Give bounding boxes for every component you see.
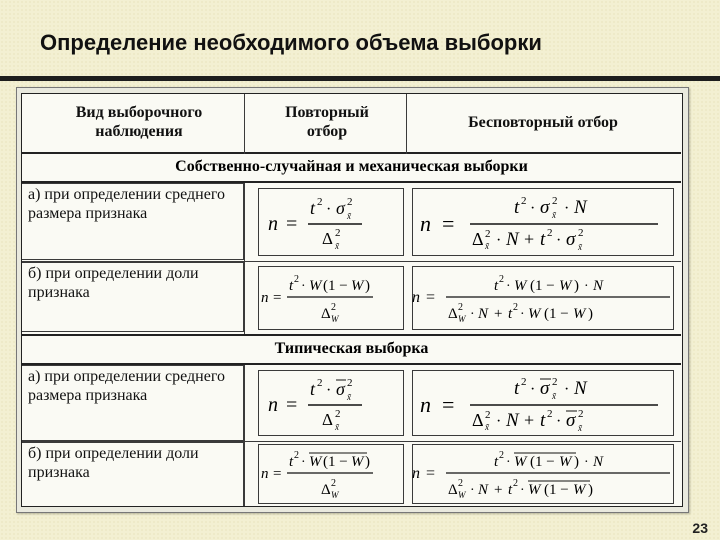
svg-text:·: · [506, 455, 511, 470]
svg-text:2: 2 [578, 227, 584, 239]
svg-text:Δ: Δ [472, 410, 484, 430]
section-typical [22, 336, 681, 362]
svg-text:t: t [514, 378, 520, 399]
svg-text:2: 2 [578, 408, 584, 420]
svg-text:N: N [506, 410, 519, 431]
formula-mean-nonrepeat-2 [412, 370, 674, 436]
svg-text:N: N [593, 454, 604, 470]
formula-mean-nonrepeat-1 [412, 188, 674, 256]
svg-text:W: W [458, 490, 466, 500]
svg-text:·: · [326, 201, 332, 218]
svg-text:t: t [310, 379, 316, 399]
svg-text:σ: σ [336, 379, 345, 399]
svg-text:Δ: Δ [472, 229, 484, 249]
svg-text:·: · [496, 413, 502, 430]
svg-text:W: W [309, 454, 322, 470]
svg-text:2: 2 [513, 478, 518, 489]
svg-text:=: = [273, 466, 282, 482]
title-rule [0, 76, 720, 81]
svg-text:σ: σ [336, 198, 345, 218]
formula-svg [412, 270, 674, 326]
sample-size-table [21, 93, 683, 507]
svg-text:σ: σ [566, 229, 576, 250]
formula-svg [261, 270, 401, 326]
svg-text:(1 −: (1 − [530, 454, 555, 470]
svg-text:=: = [426, 289, 436, 306]
formula-mean-repeat-1 [258, 188, 404, 256]
svg-text:2: 2 [335, 408, 341, 420]
svg-text:2: 2 [317, 377, 323, 389]
formula-svg [418, 374, 668, 432]
formula-svg [266, 375, 396, 431]
page-number: 23 [692, 520, 708, 536]
svg-text:2: 2 [521, 195, 527, 207]
svg-text:W: W [351, 454, 364, 470]
svg-text:2: 2 [499, 450, 504, 461]
row-label-mean-1: а) при определении среднего размера признака [22, 183, 244, 260]
svg-text:W: W [528, 482, 541, 498]
svg-text:n: n [261, 466, 269, 482]
formula-share-repeat-2 [258, 444, 404, 504]
svg-text:2: 2 [552, 376, 558, 388]
svg-text:N: N [574, 197, 587, 218]
svg-text:2: 2 [294, 274, 299, 285]
svg-text:W: W [458, 314, 466, 324]
svg-text:2: 2 [331, 302, 336, 313]
svg-text:2: 2 [547, 408, 553, 420]
svg-text:2: 2 [458, 478, 463, 489]
svg-text:Δ: Δ [322, 229, 333, 248]
svg-text:·: · [584, 279, 589, 294]
svg-text:+: + [494, 482, 503, 498]
svg-text:=: = [426, 465, 436, 482]
svg-text:t: t [540, 410, 546, 431]
svg-text:n: n [420, 211, 431, 236]
svg-text:(1 −: (1 − [323, 454, 348, 470]
section-random-mechanical-title: Собственно-случайная и механическая выборки [175, 158, 528, 175]
svg-text:x̃: x̃ [552, 391, 556, 401]
svg-text:(1 −: (1 − [544, 482, 569, 498]
svg-text:·: · [496, 232, 502, 249]
svg-text:σ: σ [540, 197, 550, 218]
svg-text:2: 2 [485, 409, 491, 421]
svg-text:t: t [310, 198, 316, 218]
formula-share-nonrepeat-2 [412, 444, 674, 504]
svg-text:t: t [508, 306, 513, 322]
svg-text:+: + [524, 229, 535, 249]
svg-text:σ: σ [540, 378, 550, 399]
svg-text:·: · [301, 455, 306, 470]
header-repeat-selection-text: Повторный отбор [285, 104, 369, 140]
svg-text:·: · [556, 232, 562, 249]
svg-text:N: N [478, 482, 489, 498]
svg-text:n: n [420, 392, 431, 417]
svg-text:): ) [588, 306, 593, 322]
svg-text:2: 2 [294, 450, 299, 461]
svg-text:·: · [301, 279, 306, 294]
svg-text:2: 2 [317, 196, 323, 208]
section-typical-title: Типическая выборка [274, 340, 429, 357]
svg-text:W: W [573, 306, 586, 322]
svg-text:W: W [559, 454, 572, 470]
slide-title: Определение необходимого объема выборки [40, 30, 542, 55]
svg-text:(1 −: (1 − [544, 306, 569, 322]
svg-text:2: 2 [513, 302, 518, 313]
svg-text:t: t [508, 482, 513, 498]
formula-share-repeat-1 [258, 266, 404, 330]
svg-text:·: · [530, 200, 536, 217]
svg-text:): ) [574, 454, 579, 470]
svg-text:W: W [573, 482, 586, 498]
svg-text:2: 2 [347, 196, 353, 208]
svg-text:): ) [365, 454, 370, 470]
svg-text:2: 2 [331, 478, 336, 489]
svg-text:t: t [514, 197, 520, 218]
svg-text:x̃: x̃ [335, 422, 339, 432]
svg-text:2: 2 [347, 377, 353, 389]
svg-text:(1 −: (1 − [530, 278, 555, 294]
svg-text:=: = [286, 213, 298, 235]
svg-text:): ) [588, 482, 593, 498]
svg-text:W: W [351, 278, 364, 294]
svg-text:x̃: x̃ [347, 211, 351, 221]
svg-text:Δ: Δ [321, 482, 331, 498]
formula-share-nonrepeat-1 [412, 266, 674, 330]
svg-text:t: t [289, 454, 294, 470]
formula-svg [261, 446, 401, 502]
svg-text:Δ: Δ [448, 306, 458, 322]
svg-text:n: n [268, 394, 278, 416]
svg-text:·: · [584, 455, 589, 470]
formula-svg [412, 446, 674, 502]
formula-svg [418, 193, 668, 251]
header-sampling-type-text: Вид выборочного наблюдения [75, 104, 203, 140]
svg-text:·: · [530, 381, 536, 398]
header-nonrepeat-selection-text: Бесповторный отбор [468, 113, 618, 131]
svg-text:): ) [574, 278, 579, 294]
svg-text:n: n [412, 465, 420, 482]
header-nonrepeat-selection [408, 94, 678, 152]
section-random-mechanical [22, 154, 681, 180]
svg-text:=: = [273, 290, 282, 306]
svg-text:σ: σ [566, 410, 576, 431]
svg-text:W: W [331, 314, 339, 324]
svg-text:x̃: x̃ [485, 241, 489, 251]
svg-text:2: 2 [485, 228, 491, 240]
svg-text:W: W [331, 490, 339, 500]
svg-text:·: · [470, 483, 475, 498]
svg-text:N: N [593, 278, 604, 294]
svg-text:W: W [559, 278, 572, 294]
svg-text:N: N [506, 229, 519, 250]
svg-text:x̃: x̃ [552, 210, 556, 220]
svg-text:Δ: Δ [321, 306, 331, 322]
svg-text:2: 2 [547, 227, 553, 239]
svg-text:=: = [442, 392, 455, 417]
svg-text:n: n [268, 213, 278, 235]
svg-text:+: + [494, 306, 503, 322]
svg-text:=: = [442, 211, 455, 236]
svg-text:·: · [520, 307, 525, 322]
svg-text:W: W [528, 306, 541, 322]
svg-text:2: 2 [552, 195, 558, 207]
svg-text:t: t [494, 278, 499, 294]
svg-text:x̃: x̃ [485, 422, 489, 432]
svg-text:W: W [309, 278, 322, 294]
formula-mean-repeat-2 [258, 370, 404, 436]
svg-text:·: · [564, 381, 570, 398]
svg-text:2: 2 [458, 302, 463, 313]
svg-text:·: · [506, 279, 511, 294]
svg-text:·: · [520, 483, 525, 498]
svg-text:): ) [365, 278, 370, 294]
svg-text:N: N [478, 306, 489, 322]
svg-text:x̃: x̃ [335, 241, 339, 251]
svg-text:Δ: Δ [322, 410, 333, 429]
row-label-share-1: б) при определении доли признака [22, 262, 244, 332]
svg-text:t: t [289, 278, 294, 294]
svg-text:·: · [564, 200, 570, 217]
svg-text:x̃: x̃ [578, 423, 582, 433]
row-label-mean-2: а) при определении среднего размера признака [22, 365, 244, 441]
row-label-share-2: б) при определении доли признака [22, 442, 244, 506]
svg-text:t: t [494, 454, 499, 470]
svg-text:=: = [286, 394, 298, 416]
svg-text:2: 2 [499, 274, 504, 285]
header-repeat-selection [252, 94, 402, 152]
svg-text:+: + [524, 410, 535, 430]
svg-text:x̃: x̃ [347, 392, 351, 402]
header-sampling-type [32, 94, 246, 152]
svg-text:·: · [556, 413, 562, 430]
svg-text:(1 −: (1 − [323, 278, 348, 294]
svg-text:x̃: x̃ [578, 242, 582, 252]
svg-text:Δ: Δ [448, 482, 458, 498]
svg-text:·: · [470, 307, 475, 322]
formula-svg [266, 194, 396, 250]
svg-text:t: t [540, 229, 546, 250]
svg-text:N: N [574, 378, 587, 399]
svg-text:W: W [514, 278, 527, 294]
svg-text:n: n [261, 290, 269, 306]
svg-text:2: 2 [335, 227, 341, 239]
svg-text:n: n [412, 289, 420, 306]
svg-text:·: · [326, 382, 332, 399]
svg-text:W: W [514, 454, 527, 470]
svg-text:2: 2 [521, 376, 527, 388]
